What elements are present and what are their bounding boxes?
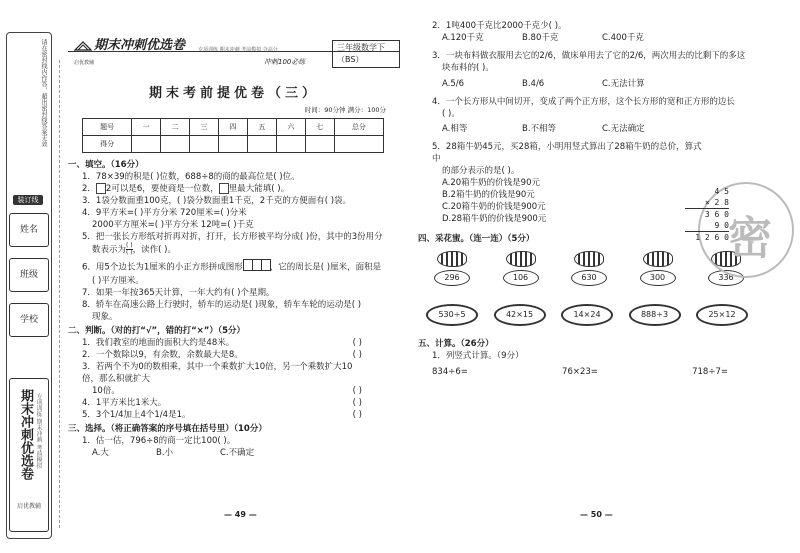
bee-icon bbox=[437, 251, 467, 267]
binding-note: 请在密封线内作答，超出密封线答案无效 bbox=[40, 39, 47, 147]
bee-value: 336 bbox=[708, 270, 744, 286]
section-choice-title: 三、选择。（将正确答案的序号填在括号里）（10分） bbox=[68, 424, 267, 434]
q-text: ，读作( )。 bbox=[132, 245, 176, 255]
judge-item bbox=[82, 337, 362, 349]
score-cell: 得分 bbox=[83, 136, 132, 153]
q-text: 6．用5个边长为1厘米的小正方形拼成图形 bbox=[82, 262, 243, 273]
answer-bracket[interactable]: ( ) bbox=[352, 386, 362, 396]
judge-item bbox=[82, 397, 362, 409]
question-3-4b: ( )。 bbox=[442, 109, 460, 119]
score-input[interactable] bbox=[132, 136, 161, 153]
name-field[interactable]: 姓名 bbox=[9, 213, 49, 247]
question-3-3b: 块布料的( )。 bbox=[442, 63, 494, 73]
bee-icon bbox=[506, 251, 536, 267]
calc-line: 3 6 0 bbox=[685, 208, 729, 220]
bee-value: 300 bbox=[640, 270, 676, 286]
option[interactable]: D.28箱牛奶的价钱是900元 bbox=[442, 214, 547, 224]
calc-row bbox=[432, 366, 728, 378]
vertical-calculation bbox=[685, 186, 729, 243]
question-1-5b bbox=[92, 243, 400, 256]
score-row-points bbox=[83, 136, 384, 153]
time-info: 时间：90分钟 满分：100分 bbox=[304, 106, 386, 114]
binding-tag: 装订线 bbox=[13, 195, 43, 205]
option[interactable]: B.80千克 bbox=[522, 33, 559, 43]
options-3-1 bbox=[92, 447, 400, 459]
q-text: 2可以是6，要使商是一位数， bbox=[105, 184, 219, 194]
score-cell: 三 bbox=[190, 119, 219, 136]
judge-text: 2．一个数除以9，有余数，余数最大是8。 bbox=[82, 350, 243, 360]
option[interactable]: A.20箱牛奶的价钱是90元 bbox=[442, 178, 540, 188]
series-logo: 期末冲刺优选卷 bbox=[94, 38, 186, 53]
options-3-2 bbox=[442, 32, 788, 44]
judge-item bbox=[82, 385, 362, 397]
question-1-4a: 4．9平方米=( )平方分米 720厘米=( )分米 bbox=[82, 208, 247, 218]
blank-box[interactable] bbox=[219, 183, 229, 194]
question-3-1: 1．估一估，796÷8的商一定比100( )。 bbox=[82, 436, 236, 446]
options-3-3 bbox=[442, 78, 788, 90]
blank-box[interactable] bbox=[96, 183, 106, 194]
option[interactable]: C.20箱牛奶的价钱是900元 bbox=[442, 202, 546, 212]
bee-row bbox=[430, 251, 748, 286]
score-input[interactable] bbox=[161, 136, 190, 153]
judge-text: 10倍。 bbox=[92, 386, 120, 396]
judge-item bbox=[82, 409, 362, 421]
options-3-4 bbox=[442, 123, 788, 135]
flower[interactable]: 42×15 bbox=[494, 304, 546, 326]
q-text: 里最大能填( )。 bbox=[228, 184, 290, 194]
option[interactable]: B.小 bbox=[156, 448, 174, 458]
q-text: 数表示为 bbox=[92, 245, 127, 255]
option[interactable]: A.120千克 bbox=[442, 33, 484, 43]
score-input[interactable] bbox=[305, 136, 334, 153]
bee[interactable] bbox=[499, 251, 543, 286]
judge-text: 5．3个1/4加上4个1/4是1。 bbox=[82, 410, 191, 420]
option[interactable]: A.相等 bbox=[442, 124, 468, 134]
score-input[interactable] bbox=[190, 136, 219, 153]
judge-item bbox=[82, 349, 362, 361]
question-1-6a bbox=[82, 259, 400, 275]
bee-icon bbox=[574, 251, 604, 267]
bee[interactable] bbox=[567, 251, 611, 286]
fraction-blank[interactable]: ( ) ( ) bbox=[126, 242, 133, 256]
answer-bracket[interactable]: ( ) bbox=[352, 410, 362, 420]
square-figure bbox=[243, 259, 270, 275]
bee-icon bbox=[643, 251, 673, 267]
flower[interactable]: 25×12 bbox=[696, 304, 748, 326]
bee-value: 630 bbox=[571, 270, 607, 286]
question-3-2: 2．1吨400千克比2000千克少( )。 bbox=[432, 21, 567, 31]
binding-strip bbox=[6, 32, 52, 539]
flower-row bbox=[426, 304, 748, 326]
score-cell: 四 bbox=[219, 119, 248, 136]
q-text: ，它的周长是( )厘米，面积是 bbox=[269, 262, 382, 273]
calc-item: 718÷7= bbox=[692, 367, 728, 377]
bee-value: 106 bbox=[503, 270, 539, 286]
score-cell: 题号 bbox=[83, 119, 132, 136]
score-cell: 七 bbox=[305, 119, 334, 136]
question-3-3a: 3．一块布料做衣服用去它的2/6，做床单用去了它的2/6，两次用去的比剩下的多这 bbox=[432, 51, 746, 61]
section-bee-title: 四、采花蜜。（连一连）（5分） bbox=[418, 234, 535, 244]
page-number-right: — 50 — bbox=[580, 510, 613, 519]
header-rule bbox=[68, 51, 400, 52]
score-cell: 二 bbox=[161, 119, 190, 136]
question-3-5b: 的部分表示的是( )。 bbox=[442, 166, 520, 176]
question-1-6b: ( )平方厘米。 bbox=[92, 276, 144, 286]
question-5-1: 1．列竖式计算。（9分） bbox=[432, 351, 524, 361]
q-num: 2． bbox=[82, 184, 96, 194]
class-field[interactable]: 班级 bbox=[9, 258, 49, 292]
option[interactable]: C.无法计算 bbox=[602, 79, 645, 89]
bee[interactable] bbox=[430, 251, 474, 286]
seal-line bbox=[59, 60, 60, 528]
question-3-4a: 4．一个长方形从中间切开，变成了两个正方形，这个长方形的宽和正方形的边长 bbox=[432, 97, 735, 107]
score-input[interactable] bbox=[334, 136, 383, 153]
question-3-5: 5．28箱牛奶45元，买28箱，小明用竖式算出了28箱牛奶的总价，算式中 bbox=[432, 142, 702, 164]
calc-item: 834÷6= bbox=[432, 367, 468, 377]
option[interactable]: C.无法确定 bbox=[602, 124, 645, 134]
question-1-4b: 2000平方厘米=( )平方分米 12吨=( )千克 bbox=[92, 220, 254, 230]
answer-bracket[interactable]: ( ) bbox=[352, 398, 362, 408]
answer-bracket[interactable]: ( ) bbox=[352, 338, 362, 348]
score-input[interactable] bbox=[219, 136, 248, 153]
question-1-2 bbox=[82, 183, 400, 195]
question-1-1: 1．78×39的积是( )位数，688÷8的商的最高位是( )位。 bbox=[82, 172, 300, 182]
judge-item bbox=[82, 361, 362, 385]
score-table bbox=[82, 118, 384, 153]
answer-bracket[interactable]: ( ) bbox=[352, 350, 362, 360]
option[interactable]: A.大 bbox=[92, 448, 109, 458]
score-cell: 五 bbox=[247, 119, 276, 136]
score-row-header bbox=[83, 119, 384, 136]
flower[interactable]: 14×24 bbox=[561, 304, 613, 326]
calc-item: 76×23= bbox=[562, 367, 598, 377]
brand-logo: 启优教辅 bbox=[16, 503, 41, 510]
question-1-7: 7．如果一年按365天计算，一年大约有( )个星期。 bbox=[82, 288, 275, 298]
stamp-text: 密 bbox=[728, 213, 772, 264]
score-cell: 总分 bbox=[334, 119, 383, 136]
page-header bbox=[68, 34, 400, 72]
school-field[interactable]: 学校 bbox=[9, 303, 49, 337]
bee-value: 296 bbox=[434, 270, 470, 286]
option[interactable]: B.不相等 bbox=[522, 124, 557, 134]
score-input[interactable] bbox=[276, 136, 305, 153]
question-1-3: 3．1袋分数面重100克，( )袋分数面重1千克，2千克的方便面有( )袋。 bbox=[82, 196, 352, 206]
score-cell: 一 bbox=[132, 119, 161, 136]
brand-ad bbox=[9, 378, 49, 532]
calc-line: × 2 8 bbox=[704, 198, 729, 207]
section-judge-title: 二、判断。（对的打“√”，错的打“×”）（5分） bbox=[68, 326, 246, 336]
flower[interactable]: 888÷3 bbox=[629, 304, 681, 326]
judge-text: 4．1平方米比1米大。 bbox=[82, 398, 167, 408]
calc-line: 9 0 bbox=[714, 221, 729, 230]
option[interactable]: C.不确定 bbox=[220, 448, 255, 458]
question-1-5a: 5．把一张长方形纸对折再对折，打开，长方形被平均分成( )份，其中的3份用分 bbox=[82, 232, 383, 242]
question-1-8a: 8．轿车在高速公路上行驶时，轿车的运动是( )现象，轿车车轮的运动是( ) bbox=[82, 300, 362, 310]
brand-title: 期末冲刺优选卷 bbox=[18, 389, 33, 480]
grade-badge: 三年级数学下（BS） bbox=[332, 40, 400, 68]
question-1-8b: 现象。 bbox=[92, 312, 118, 322]
option[interactable]: B.4/6 bbox=[522, 79, 545, 89]
publisher: 启优教辅 bbox=[74, 60, 95, 66]
motto: 冲刺100必练 bbox=[264, 58, 306, 66]
option[interactable]: A.5/6 bbox=[442, 79, 465, 89]
score-cell: 六 bbox=[276, 119, 305, 136]
section-fill-title: 一、填空。（16分） bbox=[68, 160, 144, 170]
section-calc-title: 五、计算。（26分） bbox=[418, 339, 494, 349]
left-page bbox=[68, 34, 400, 459]
flower[interactable]: 530÷5 bbox=[426, 304, 478, 326]
judge-text: 3．若两个不为0的数相乘，其中一个乘数扩大10倍，另一个乘数扩大10倍，那么积就扩大 bbox=[82, 362, 353, 384]
calc-line: 4 5 bbox=[714, 187, 729, 196]
score-input[interactable] bbox=[247, 136, 276, 153]
calc-line: 1 2 6 0 bbox=[685, 231, 729, 243]
option[interactable]: B.2箱牛奶的价钱是90元 bbox=[442, 190, 535, 200]
series-tags: 专项训练 期末冲刺 考前模拟 夺高分 bbox=[198, 47, 278, 53]
brand-slogan: 专项训练 期末冲刺 考前模拟 bbox=[35, 393, 42, 469]
bee[interactable] bbox=[636, 251, 680, 286]
option[interactable]: C.400千克 bbox=[602, 33, 644, 43]
judge-text: 1．我们教室的地面的面积大约是48米。 bbox=[82, 338, 235, 348]
page-number-left: — 49 — bbox=[224, 510, 257, 519]
page-title: 期末考前提优卷（三） bbox=[148, 86, 319, 101]
